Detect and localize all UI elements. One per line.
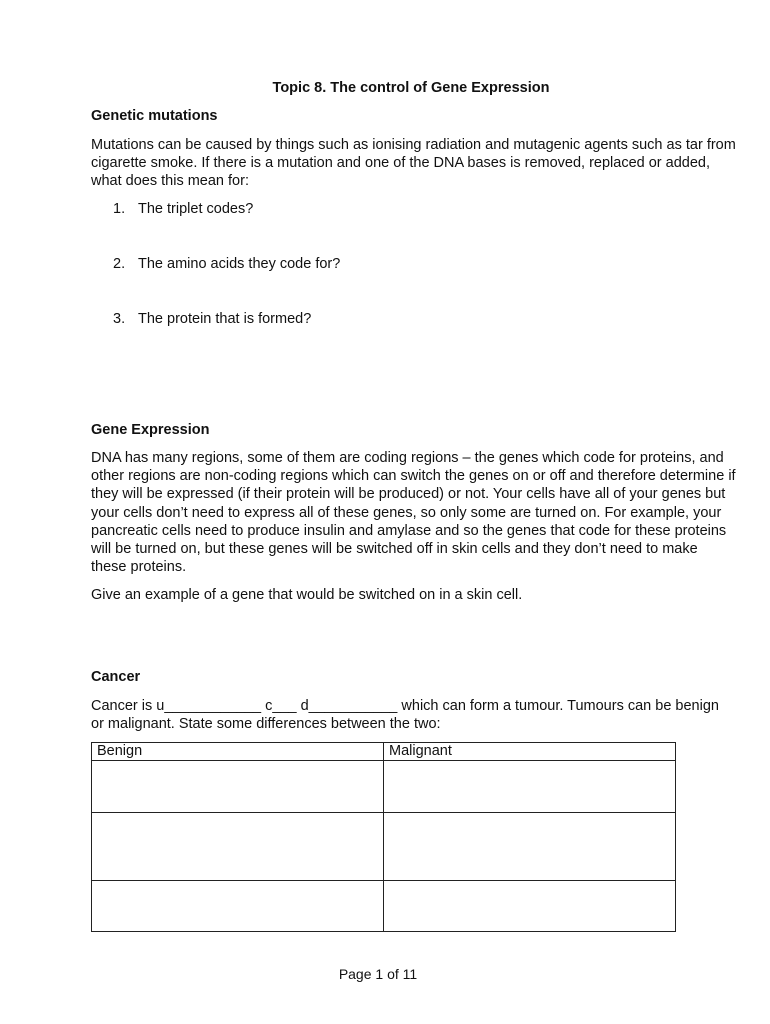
gene-expression-body: DNA has many regions, some of them are coding regions – the genes which code for proteins, and other regions are non-coding regions which can switch the genes on or off and therefore determine if they will be expressed (if their protein will be produced) or not. Your cells have all of your genes but your cells don’t need to express all of these genes, so only some are turned on. For example, your pancreatic cells need to produce insulin and amylase and so the genes that code for these proteins will be turned on, but these genes will be switched off in skin cells and they don’t need to make these proteins. [91, 450, 736, 576]
question-1 [113, 201, 253, 217]
question-text: The protein that is formed? [138, 311, 312, 327]
benign-malignant-table [91, 742, 676, 932]
question-3 [113, 311, 311, 327]
table-cell-benign[interactable] [92, 761, 384, 813]
page-title: Topic 8. The control of Gene Expression [272, 80, 550, 96]
table-cell-benign[interactable] [92, 881, 384, 932]
table-cell-malignant[interactable] [384, 761, 676, 813]
question-text: The amino acids they code for? [138, 256, 341, 272]
table-cell-malignant[interactable] [384, 881, 676, 932]
question-number: 2. [113, 256, 126, 272]
heading-genetic-mutations: Genetic mutations [91, 108, 218, 124]
table-row [92, 813, 676, 881]
question-text: The triplet codes? [138, 201, 254, 217]
page-number: Page 1 of 11 [338, 966, 418, 982]
question-number: 1. [113, 201, 126, 217]
header-malignant: Malignant [384, 743, 676, 761]
question-number: 3. [113, 311, 126, 327]
table-cell-benign[interactable] [92, 813, 384, 881]
table-row [92, 761, 676, 813]
cancer-intro: Cancer is u____________ c___ d___________ which can form a tumour. Tumours can be benign or malignant. State some differences between the two: [91, 698, 719, 733]
heading-cancer: Cancer [91, 669, 141, 685]
mutations-intro: Mutations can be caused by things such as ionising radiation and mutagenic agents such as tar from cigarette smoke. If there is a mutation and one of the DNA bases is removed, replaced or added, what does this mean for: [91, 137, 736, 190]
question-2 [113, 256, 340, 272]
gene-expression-question: Give an example of a gene that would be switched on in a skin cell. [91, 587, 523, 603]
table-row [92, 881, 676, 932]
table-header-row [92, 743, 676, 761]
table-cell-malignant[interactable] [384, 813, 676, 881]
heading-gene-expression: Gene Expression [91, 422, 210, 438]
header-benign: Benign [92, 743, 384, 761]
